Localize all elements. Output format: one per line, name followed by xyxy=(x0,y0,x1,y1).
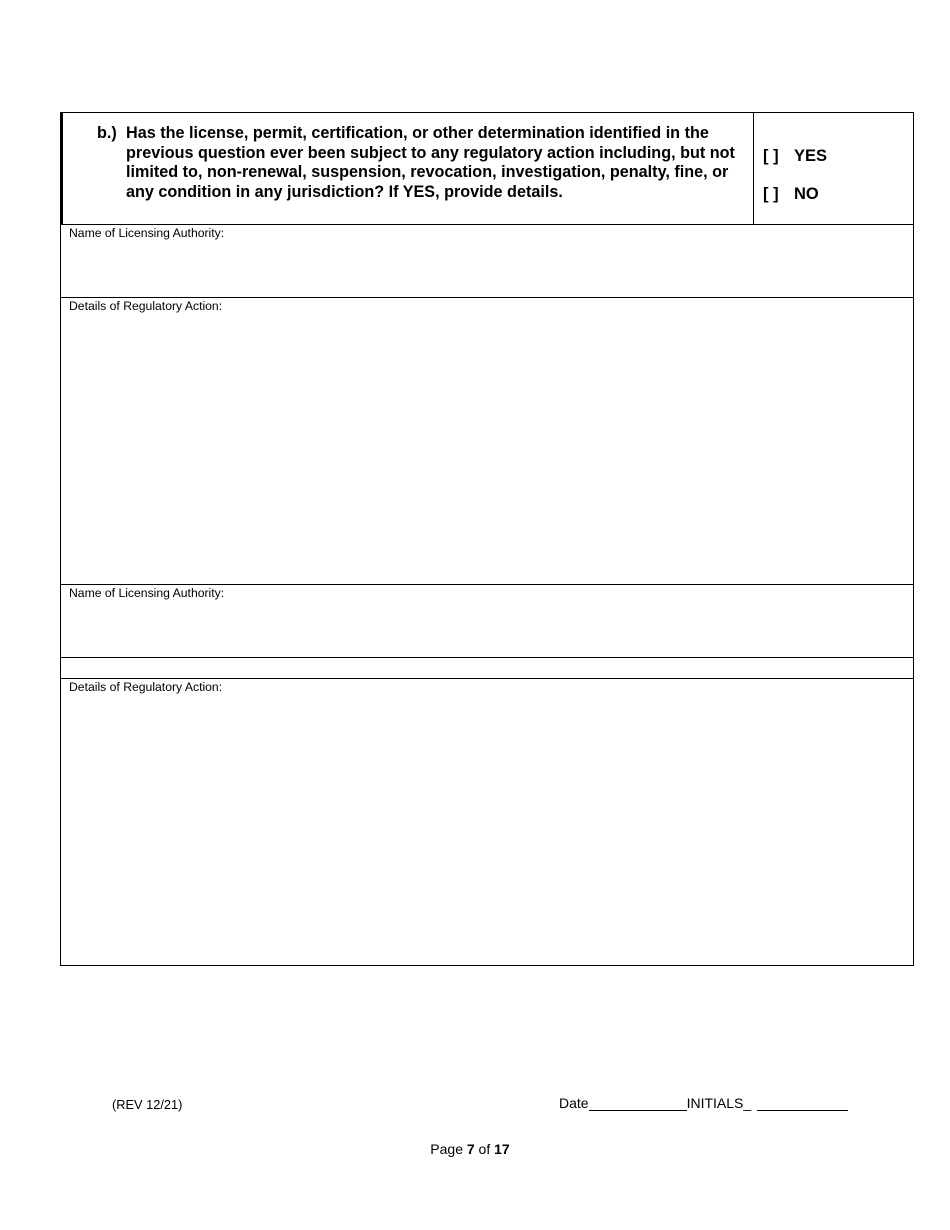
licensing-authority-label-1: Name of Licensing Authority: xyxy=(69,226,225,240)
option-yes[interactable] xyxy=(763,147,913,185)
option-no[interactable] xyxy=(763,185,913,223)
separator-row xyxy=(61,658,913,679)
answer-cell xyxy=(754,113,913,224)
licensing-authority-field-1[interactable] xyxy=(61,225,913,298)
regulatory-details-label-1: Details of Regulatory Action: xyxy=(69,299,223,313)
regulatory-details-field-1[interactable] xyxy=(61,298,913,585)
page-total: 17 xyxy=(494,1141,510,1157)
sign-off-area xyxy=(559,1095,848,1111)
no-checkbox[interactable]: [ ] xyxy=(763,185,779,203)
question-text: Has the license, permit, certification, or other determination identified in the previous question ever been subject to any regulatory action including, but not limited to, non-renewal, suspension, revocation, investigation, penalty, fine, or any condition in any jurisdiction? If YES, provide details. xyxy=(126,124,735,201)
question-cell xyxy=(61,113,754,224)
question-row xyxy=(61,113,913,225)
initials-label: INITIALS_ xyxy=(686,1095,752,1111)
licensing-authority-field-2[interactable] xyxy=(61,585,913,658)
revision-label: (REV 12/21) xyxy=(112,1097,183,1112)
regulatory-action-form xyxy=(60,112,914,966)
initials-input-line[interactable] xyxy=(757,1096,848,1111)
date-input-line[interactable] xyxy=(589,1096,687,1111)
question-label: b.) xyxy=(97,124,117,142)
page-mid: of xyxy=(474,1141,495,1157)
page-prefix: Page xyxy=(430,1141,467,1157)
no-label: NO xyxy=(794,185,819,203)
yes-label: YES xyxy=(794,147,828,165)
page-current: 7 xyxy=(466,1141,475,1157)
regulatory-details-label-2: Details of Regulatory Action: xyxy=(69,680,223,694)
date-label: Date xyxy=(559,1095,589,1111)
yes-checkbox[interactable]: [ ] xyxy=(763,147,779,165)
page-number xyxy=(0,1141,940,1157)
question-text-block xyxy=(97,124,743,202)
licensing-authority-label-2: Name of Licensing Authority: xyxy=(69,586,225,600)
regulatory-details-field-2[interactable] xyxy=(61,679,913,965)
